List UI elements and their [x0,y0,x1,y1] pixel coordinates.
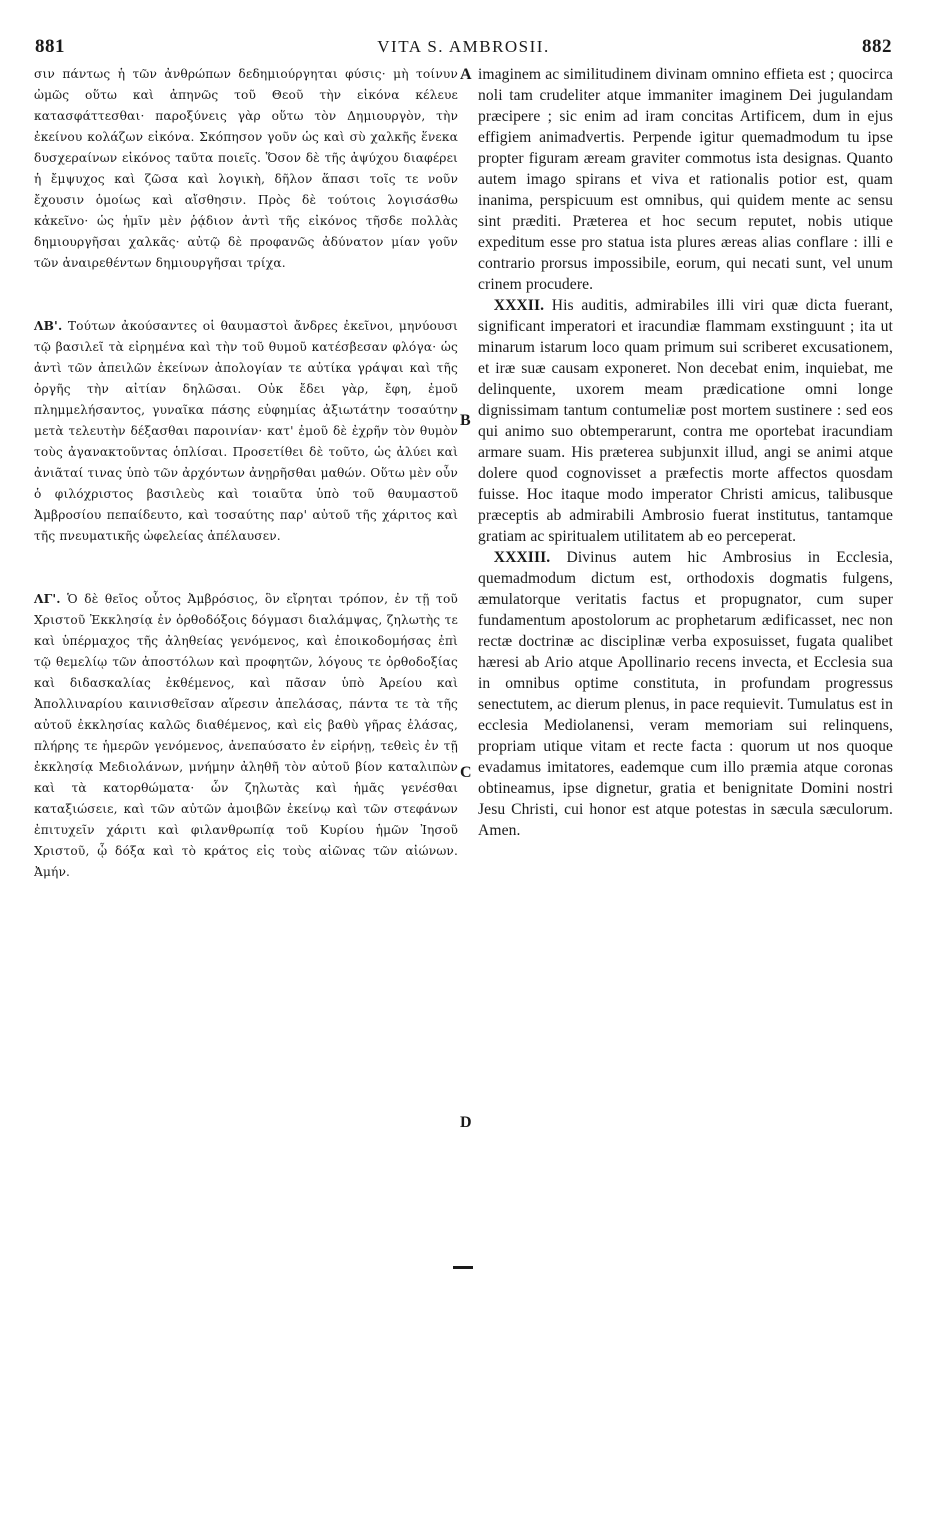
greek-section-33 [34,589,458,883]
greek-section-32 [34,316,458,547]
running-head [35,36,892,60]
margin-letter-b: B [460,412,471,429]
greek-section-text: Τούτων ἀκούσαντες οἱ θαυμαστοὶ ἄνδρες ἐκεῖνοι, μηνύουσι τῷ βασιλεῖ τὰ εἰρημένα καὶ τὴν τοῦ θυμοῦ κατέσβεσαν φλόγα· ὡς ἀντὶ τῶν ἀπειλῶν ἐκείνων ἀπολογίαν τε αὐτίκα γράψαι καὶ τῆς ὀργῆς τὴν αἰτίαν δηλῶσαι. Οὐκ ἔδει γὰρ, ἔφη, ἐμοῦ πλημμελήσαντος, γυναῖκα πάσης εὐφημίας ἀξιωτάτην τοσαύτην μετὰ τελευτὴν δέξασθαι παροινίαν· κατ' ἐμοῦ δὲ ἐχρῆν τὸν θυμὸν τοὺς ἀγανακτοῦντας ὁπλίσαι. Προσετίθει δὲ τοῦτο, ὡς ἀλύει καὶ ἀνιᾶταί τινας ὑπὸ τῶν ἀρχόντων ἀνῃρῆσθαι μαθών. Οὕτω μὲν οὖν ὁ φιλόχριστος βασιλεὺς καὶ τοιαῦτα ὑπὸ τοῦ θαυμαστοῦ Ἀμβροσίου πεπαίδευτο, καὶ τοσαύτης παρ' αὐτοῦ τῆς χάριτος καὶ τῆς πνευματικῆς ὠφελείας ἀπέλαυσεν. [34,319,458,543]
end-mark-rule [453,1266,473,1269]
latin-column [478,64,893,841]
greek-paragraph-continuation: σιν πάντως ἡ τῶν ἀνθρώπων δεδημιούργηται φύσις· μὴ τοίνυν ὠμῶς οὕτω καὶ ἀπηνῶς τοῦ Θεοῦ τὴν εἰκόνα κέλευε κατασφάττεσθαι· παροξύνεις γὰρ οὕτω τὸν Δημιουργὸν, τὴν ἐκείνου κολάζων εἰκόνα. Σκόπησον γοῦν ὡς καὶ σὺ χαλκῆς ἕνεκα δυσχεραίνων εἰκόνος ταῦτα ποιεῖς. Ὅσον δὲ τῆς ἀψύχου διαφέρει ἡ ἔμψυχος καὶ ζῶσα καὶ λογικὴ, δῆλον ἅπασι τοῖς τε νοῦν ἔχουσιν ὁμοίως καὶ αἴσθησιν. Πρὸς δὲ τούτοις λογισάσθω κἀκεῖνο· ὡς ἡμῖν μὲν ῥᾴδιον ἀντὶ τῆς εἰκόνος τῆσδε πολλὰς δημιουργῆσαι χαλκᾶς· αὐτῷ δὲ προφανῶς ἀδύνατον μίαν γοῦν τῶν ἀναιρεθέντων δημιουργῆσαι τρίχα. [34,67,458,270]
greek-section-number: ΛΒ'. [34,319,63,333]
margin-letter-d: D [460,1114,472,1131]
latin-section-text: His auditis, admirabiles illi viri quæ dicta fuerant, significant imperatori et iracundiæ flammam exstinguunt ; ita ut minarum istarum loco quam primum sui scriberet excusationem, et iræ suæ causam exponeret. Non decebat enim, inquiebat, me delinquente, uxorem meam prædicatione omni longe dignissimam tantum contumeliæ post mortem sustinere : sed eos qui animo suo obtemperarunt, contra me oportebat iracundiam armare suam. His præterea subjunxit illud, angi se animi atque dolere quod cognovisset a præfectis morte affectos quosdam fuisse. Hoc itaque modo imperator Christi amicus, talibusque præceptis ab admirabili Ambrosio fuerat institutus, tantamque gratiam ac spiritualem utilitatem ab eo perceperat. [478,297,894,545]
latin-section-number: XXXIII. [493,549,551,566]
greek-section-text: Ὁ δὲ θεῖος οὗτος Ἀμβρόσιος, ὃν εἴρηται τρόπον, ἐν τῇ τοῦ Χριστοῦ Ἐκκλησίᾳ ἐν ὀρθοδόξοις δόγμασι διαλάμψας, ζηλωτὴς τε καὶ ὑπέρμαχος τῆς ἀληθείας γενόμενος, καὶ ἐποικοδομήσας ἐπὶ τῷ θεμελίῳ τῶν ἀποστόλων καὶ προφητῶν, λόγους τε ὀρθοδοξίας καὶ διδασκαλίας ἐκθέμενος, καὶ πᾶσαν ὑπὸ Ἀρείου καὶ Ἀπολλιναρίου καινισθεῖσαν αἵρεσιν ἀπελάσας, πάντα τε τὰ τῆς αὐτοῦ ἐκκλησίας καλῶς διαθέμενος, καὶ εἰς βαθὺ γῆρας ἐλάσας, πλήρης τε ἡμερῶν γενόμενος, ἀνεπαύσατο ἐν εἰρήνῃ, τεθεὶς ἐν τῇ ἐκκλησίᾳ Μεδιολάνων, μνήμην ἀληθῆ τὸν αὐτοῦ βίον καταλιπὼν καὶ τὰ κατορθώματα· ὧν ζηλωτὰς καὶ ἡμᾶς γενέσθαι καταξιώσειε, καὶ τῶν αὐτῶν ἀμοιβῶν ἐκείνῳ καὶ τῶν στεφάνων ἐπιτυχεῖν χάριτι καὶ φιλανθρωπίᾳ τοῦ Κυρίου ἡμῶν Ἰησοῦ Χριστοῦ, ᾧ δόξα καὶ τὸ κράτος εἰς τοὺς αἰῶνας τῶν αἰώνων. Ἀμήν. [34,592,458,879]
latin-section-text: Divinus autem hic Ambrosius in Ecclesia, quemadmodum dictum est, orthodoxis dogmatis fulgens, æmulatorque veritatis factus et propugnator, cum super fundamentum apostolorum ac prophetarum ædificasset, nec non rectæ doctrinæ ac disciplinæ verba exposuisset, fugata qualibet hæresi ab Ario atque Apollinario recens invecta, et Ecclesia sua in omnibus optime constituta, in profundam progressus senectutem, ac dierum plenus, in pace requievit. Tumulatus est in ecclesia Mediolanensi, veram memoriam sui relinquens, propriam utique vitam et recte facta : quorum ut nos quoque evadamus imitatores, eademque cum illo præmia atque coronas obtineamus, ipse dignetur, gratia et benignitate Domini nostri Jesu Christi, cui honor est atque potestas in sæcula sæculorum. Amen. [478,549,893,839]
margin-letter-a: A [460,66,472,83]
greek-section-number: ΛΓ'. [34,592,61,606]
latin-section-32 [478,295,893,547]
latin-section-number: XXXII. [493,297,545,314]
page-number-right: 882 [862,36,892,57]
margin-letter-c: C [460,764,472,781]
latin-paragraph-continuation: imaginem ac similitudinem divinam omnino effieta est ; quocirca noli tam crudeliter atque immaniter imaginem Dei jugulandam præcipere ; sic enim ad iram concitas Artificem, dum in ejus effigiem animadvertis. Perpende igitur quemadmodum tu ipse propter figuram æream graviter commotus ista designas. Quanto autem imago spirans et viva et rationalis potior est, quam inanima, perspicuum est omnibus, qui quidem mente ac sensu sint præditi. Præterea et hoc secum reputet, nobis utique expeditum esse pro statua ista plures æreas alias conflare : illi e contrario prorsus impossibile, eorum, qui necati sunt, vel unum crinem procudere. [478,66,893,293]
greek-column [34,64,458,883]
running-title: VITA S. AMBROSII. [377,37,550,56]
page-number-left: 881 [35,36,65,57]
latin-section-33 [478,547,893,841]
